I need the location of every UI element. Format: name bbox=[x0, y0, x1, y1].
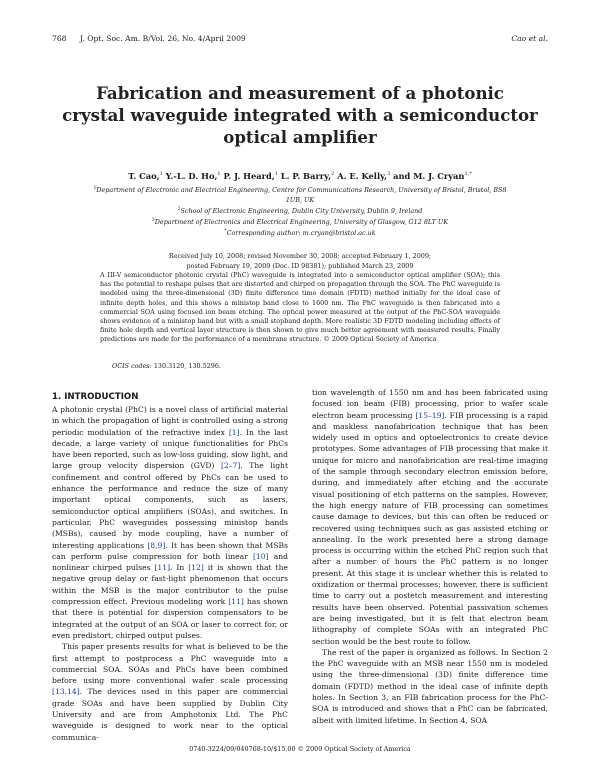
body-paragraph bbox=[52, 404, 288, 641]
corresponding-author: *Corresponding author: m.cryan@bristol.ac.uk bbox=[224, 229, 376, 238]
author: L. P. Barry,$^2$ bbox=[280, 170, 335, 181]
page-number: 768 bbox=[52, 34, 67, 43]
body-text: it is shown that the negative group delay or fast-light phenomenon that occurs within the MSB is the major contributor to the pulse compression effect. Previous modeling work bbox=[52, 563, 288, 607]
body-paragraph bbox=[312, 647, 548, 726]
author: T. Cao,$^1$ bbox=[128, 170, 163, 181]
running-authors: Cao et al. bbox=[511, 34, 548, 43]
body-text: and nonlinear chirped pulses bbox=[52, 551, 288, 573]
citation-link[interactable]: [13,14] bbox=[52, 687, 80, 697]
title-line: optical amplifier bbox=[223, 127, 377, 147]
title-line: crystal waveguide integrated with a semiconductor bbox=[62, 105, 538, 125]
citation-link[interactable]: [1] bbox=[228, 427, 240, 437]
copyright-footer: 0740-3224/09/040768-10/$15.00 © 2009 Optical Society of America bbox=[189, 745, 411, 753]
running-header bbox=[52, 33, 548, 45]
journal-citation: J. Opt. Soc. Am. B/Vol. 26, No. 4/April 2009 bbox=[80, 34, 246, 43]
body-text: . It has been shown that MSBs can perform pulse compression for both linear bbox=[52, 540, 288, 561]
body-text: . In bbox=[170, 563, 189, 573]
body-text: . FIB processing is a rapid and maskless nanofabrication technique that has been widely used in optics and optoelectronics to create device prototypes. Some advantages of FIB processing that make it unique for micro and nanofabrication are real-time imaging of the sample through secondary electron emission before, during, and immediately after etching and the accurate visual positioning of etch patterns on the samples. However, the high energy nature of FIB processing can sometimes cause damage to devices, but this can often be reduced or recovered using techniques such as gas assisted etching or annealing. In the work presented here a strong damage process is occurring within the etched PhC region such that after a number of hours the PhC pattern is no longer present. At this stage it is unclear whether this is related to oxidization or thermal processes; however, there is sufficient time to carry out a postetch measurement and interesting results have been observed. Potential passivation schemes are being investigated, but it is felt that electron beam lithography of complete SOAs with an integrated PhC section would be the best route to follow. bbox=[312, 410, 548, 646]
left-paragraphs bbox=[52, 404, 288, 743]
ocis-codes: OCIS codes: 130.3120, 130.5296. bbox=[112, 362, 221, 370]
author: A. E. Kelly,$^3$ bbox=[337, 170, 391, 181]
section-heading: 1. INTRODUCTION bbox=[52, 392, 139, 402]
article-title bbox=[60, 82, 540, 148]
citation-link[interactable]: [12] bbox=[188, 563, 204, 573]
received-dates: Received July 10, 2008; revised November 30, 2008; accepted February 1, 2009; posted February 19, 2009 (Doc. ID 98381); published March 23, 2009 bbox=[168, 252, 432, 270]
right-paragraphs bbox=[312, 387, 548, 726]
affiliation: $^2$School of Electronic Engineering, Dublin City University, Dublin 9, Ireland bbox=[177, 207, 423, 216]
citation-link[interactable]: [11] bbox=[154, 563, 171, 573]
abstract: A III-V semiconductor photonic crystal (PhC) waveguide is integrated into a semiconductor optical amplifier (SOA); this has the potential to reshape pulses that are distorted and chirped on propagation through the SOA. The PhC waveguide is modeled using the three-dimensional (3D) finite difference time domain (FDTD) method initially for the ideal case of infinite depth holes, and this shows a ministop band close to 1600 nm. The PhC waveguide is then fabricated into a commercial SOA using focused ion beam etching. The optical power measured at the output of the PhC-SOA waveguide shows evidence of a ministop band but with a small stopband depth. More realistic 3D FDTD modeling including effects of finite hole depth and vertical layer structure is then shown to give much better agreement with measured results. Finally predictions are made for the performance of a membrane structure. © 2009 Optical Society of America bbox=[100, 271, 500, 344]
affiliations bbox=[90, 184, 510, 239]
affiliation: $^1$Department of Electronic and Electrical Engineering, Centre for Communications Research, University of Bristol, Bristol, BS8 1UB, UK bbox=[93, 186, 507, 205]
body-text: A photonic crystal (PhC) is a novel class of artificial material in which the propagation of light is controlled using a strong periodic modulation of the refractive index bbox=[52, 405, 288, 437]
body-text: . In the last decade, a large variety of unique functionalities for PhCs have been reported, such as low-loss guiding, slow light, and large group velocity dispersion (GVD) bbox=[52, 427, 289, 471]
right-column bbox=[312, 387, 548, 726]
body-text: The rest of the paper is organized as follows. In Section 2 the PhC waveguide with an MSB near 1550 nm is modeled using the three-dimensional (3D) finite difference time domain (FDTD) method in the ideal case of infinite depth holes. In Section 3, an FIB fabrication process for the PhC-SOA is introduced and shows that a PhC can be fabricated, albeit with limited lifetime. In Section 4, SOA bbox=[312, 647, 548, 725]
citation-link[interactable]: [11] bbox=[228, 597, 244, 607]
body-paragraph bbox=[312, 387, 548, 647]
citation-link[interactable]: [2–7] bbox=[220, 461, 241, 471]
body-text: . The devices used in this paper are commercial grade SOAs and have been supplied by Dublin City University and are from Amphotonix Ltd. The PhC waveguide is designed to work near to the optical communica- bbox=[52, 687, 288, 742]
body-text: has shown that there is potential for dispersion compensators to be integrated at the output of an SOA or laser to correct for, or even predistort, chirped output pulses. bbox=[52, 597, 288, 640]
affiliation: $^3$Department of Electronics and Electrical Engineering, University of Glasgow, G12 8LT UK bbox=[151, 218, 449, 227]
author: Y.-L. D. Ho,$^1$ bbox=[165, 170, 221, 181]
left-column bbox=[52, 391, 288, 743]
body-text: . The light confinement and control offered by PhCs can be used to enhance the performance and reduce the size of many important optical components, such as lasers, semiconductor optical amplifiers (SOAs), and switches. In particular, PhC waveguides possessing ministop bands (MSBs), caused by mode coupling, have a number of interesting applications bbox=[52, 461, 288, 550]
body-text: This paper presents results for what is believed to be the first attempt to postprocess a PhC waveguide into a commercial SOA. SOAs and PhCs have been combined before using more conventional wafer scale processing bbox=[52, 642, 288, 686]
title-line: Fabrication and measurement of a photonic bbox=[96, 83, 504, 103]
body-paragraph bbox=[52, 641, 288, 743]
author: P. J. Heard,$^1$ bbox=[223, 170, 278, 181]
citation-link[interactable]: [8,9] bbox=[147, 540, 166, 550]
citation-link[interactable]: [15–19] bbox=[415, 410, 445, 420]
citation-link[interactable]: [10] bbox=[252, 551, 269, 561]
body-text: tion wavelength of 1550 nm and has been fabricated using focused ion beam (FIB) processing, prior to wafer scale electron beam processing bbox=[312, 388, 548, 420]
author-list bbox=[40, 168, 560, 182]
author: and M. J. Cryan$^{1,*}$ bbox=[393, 170, 472, 181]
